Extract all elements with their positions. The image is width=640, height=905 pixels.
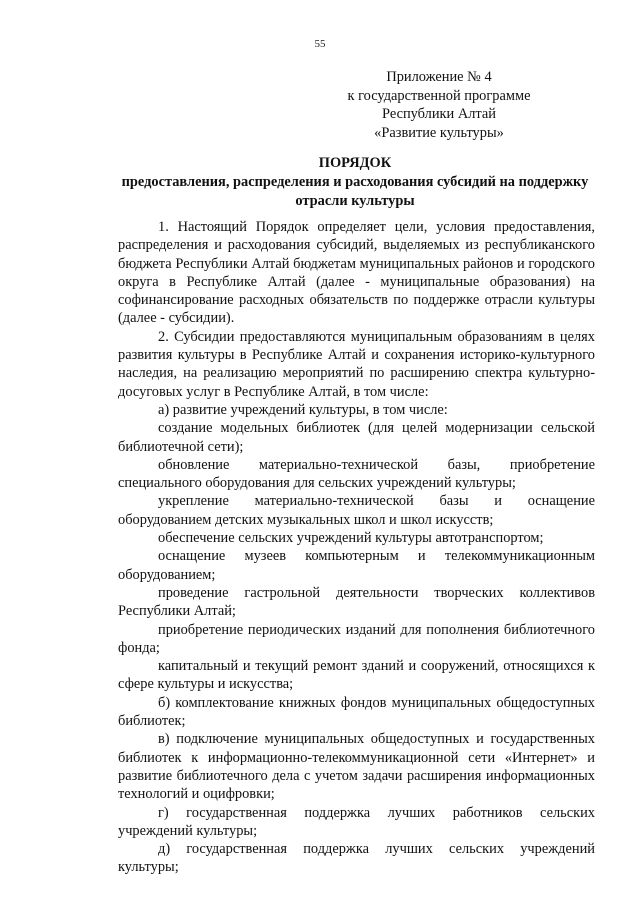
appendix-line: Республики Алтай: [382, 106, 496, 122]
paragraph: создание модельных библиотек (для целей модернизации сельской библиотечной сети);: [118, 420, 595, 455]
paragraph: б) комплектование книжных фондов муниципальных общедоступных библиотек;: [118, 694, 595, 730]
title-subtitle-line: предоставления, распределения и расходования субсидий на поддержку: [121, 174, 589, 190]
paragraph: обновление материально-технической базы, приобретение специального оборудования для сельских учреждений культуры;: [118, 456, 595, 492]
appendix-line: «Развитие культуры»: [374, 124, 504, 141]
paragraph: 1. Настоящий Порядок определяет цели, условия предоставления, распределения и расходования субсидий, выделяемых из республиканского бюджета Республики Алтай бюджетам муниципальных районов и городского округа в Республике Алтай (далее - муниципальные образования) на софинансирование расходных обязательств по поддержке отрасли культуры (далее - субсидии).: [118, 219, 595, 327]
page-number: 55: [314, 38, 326, 50]
paragraph: г) государственная поддержка лучших работников сельских учреждений культуры;: [118, 804, 595, 839]
appendix-line: Приложение № 4: [386, 69, 492, 85]
title-heading: ПОРЯДОК: [318, 155, 392, 171]
paragraph: обеспечение сельских учреждений культуры автотранспортом;: [158, 530, 544, 547]
paragraph: приобретение периодических изданий для пополнения библиотечного фонда;: [118, 621, 595, 656]
paragraph: в) подключение муниципальных общедоступных и государственных библиотек к информационно-телекоммуникационной сети «Интернет» и развитие библиотечного дела с учетом задачи расширения информационных технологий и оцифровки;: [118, 731, 595, 803]
paragraph: оснащение музеев компьютерным и телекоммуникационным оборудованием;: [118, 548, 595, 583]
title-subtitle-line: отрасли культуры: [295, 193, 415, 209]
paragraph: проведение гастрольной деятельности творческих коллективов Республики Алтай;: [118, 584, 595, 620]
appendix-line: к государственной программе: [347, 87, 531, 104]
paragraph: капитальный и текущий ремонт зданий и сооружений, относящихся к сфере культуры и искусства;: [118, 658, 595, 693]
paragraph: д) государственная поддержка лучших сельских учреждений культуры;: [118, 841, 595, 876]
paragraph: а) развитие учреждений культуры, в том числе:: [158, 401, 448, 418]
paragraph: укрепление материально-технической базы и оснащение оборудованием детских музыкальных школ и школ искусств;: [118, 493, 595, 528]
paragraph: 2. Субсидии предоставляются муниципальным образованиям в целях развития культуры в Республике Алтай и сохранения историко-культурного наследия, на реализацию мероприятий по расширению спектра культурно-досуговых услуг в Республике Алтай, в том числе:: [118, 328, 595, 400]
document-title: [110, 154, 600, 211]
document-body: [118, 218, 595, 877]
appendix-header: [324, 68, 554, 142]
